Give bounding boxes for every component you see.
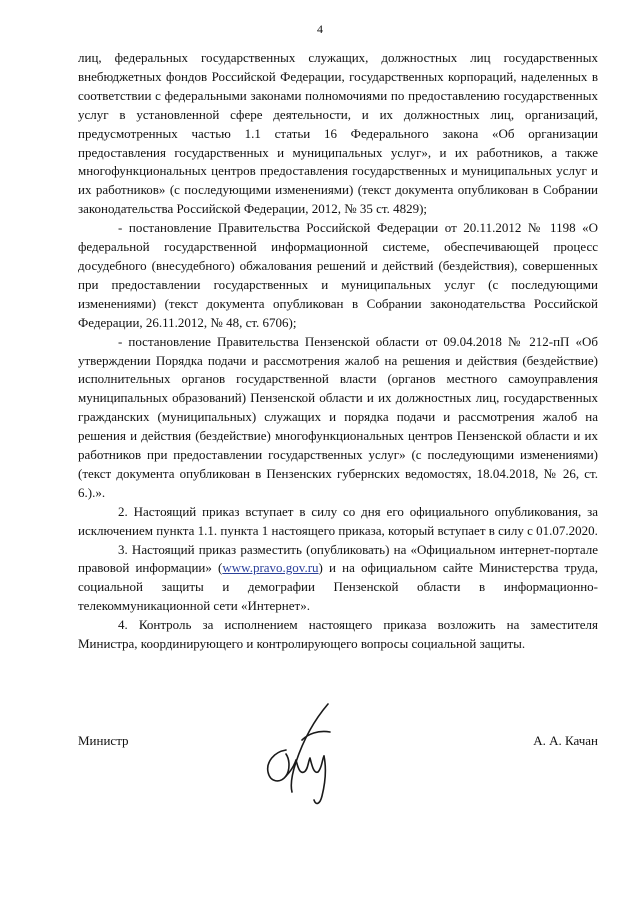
pravo-gov-link[interactable]: www.pravo.gov.ru <box>222 560 319 576</box>
paragraph-item-2: 2. Настоящий приказ вступает в силу со дня его официального опубликования, за исключением пункта 1.1. пункта 1 настоящего приказа, который вступает в силу с 01.07.2020. <box>78 503 598 538</box>
paragraph-item-3-before-link: 3. Настоящий приказ разместить (опубликовать) на «Официальном интернет-портале правовой информации» ( <box>78 541 598 576</box>
signatory-name: А. А. Качан <box>533 733 598 748</box>
paragraph-decree-1198: - постановление Правительства Российской Федерации от 20.11.2012 № 1198 «О федеральной государственной информационной системе, обеспечивающей процесс досудебного (внесудебного) обжалования решений и действий (бездействия), совершенных при предоставлении государственных и муниципальных услуг (с последующими изменениями) (текст документа опубликован в Собрании законодательства Российской Федерации, 26.11.2012, № 48, ст. 6706); <box>78 220 598 330</box>
paragraph-item-3-after-link: ) и на официальном сайте Министерства труда, социальной защиты и демографии Пензенской области в информационно-телекоммуникационной сети «Интернет». <box>78 560 599 614</box>
page-number: 4 <box>317 22 323 36</box>
paragraph-item-3 <box>78 541 598 617</box>
paragraph-continuation: лиц, федеральных государственных служащих, должностных лиц государственных внебюджетных фондов Российской Федерации, государственных корпораций, наделенных в соответствии с федеральными законами полномочиями по предоставлению государственных услуг в установленной сфере деятельности, и их должностных лиц, организаций, предусмотренных частью 1.1 статьи 16 Федерального закона «Об организации предоставления государственных и муниципальных услуг», и их работников, а также многофункциональных центров предоставления государственных и муниципальных услуг и их работников» (с последующими изменениями) (текст документа опубликован в Собрании законодательства Российской Федерации, 2012, № 35 ст. 4829); <box>78 50 598 217</box>
paragraph-item-4: 4. Контроль за исполнением настоящего приказа возложить на заместителя Министра, координирующего и контролирующего вопросы социальной защиты. <box>78 617 598 652</box>
signature-block <box>78 733 598 833</box>
handwritten-signature <box>256 700 346 810</box>
signatory-title: Министр <box>78 733 129 748</box>
document-body <box>78 49 598 654</box>
paragraph-decree-212pp: - постановление Правительства Пензенской области от 09.04.2018 № 212-пП «Об утверждении Порядка подачи и рассмотрения жалоб на решения и действия (бездействие) исполнительных органов государственной власти (органов местного самоуправления муниципальных образований) Пензенской области и их должностных лиц, государственных гражданских (муниципальных) служащих и порядка подачи и рассмотрения жалоб на решения и действия (бездействие) многофункциональных центров Пензенской области и их работников при предоставлении государственных услуг» (с последующими изменениями) (текст документа опубликован в Пензенских губернских ведомостях, 18.04.2018, № 26, ст. 6.).». <box>78 333 598 500</box>
